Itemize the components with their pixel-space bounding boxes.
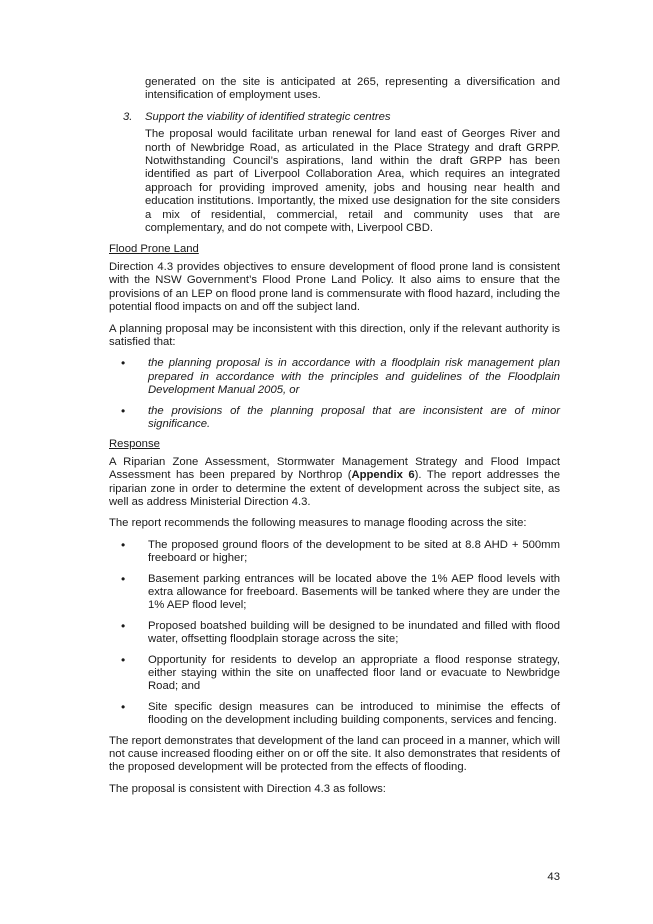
response-paragraph-1: A Riparian Zone Assessment, Stormwater Management Strategy and Flood Impact Assessment has been prepared by Northrop (Appendix 6). The report addresses the riparian zone in order to determine the extent of development across the subject site, as well as address Ministerial Direction 4.3. bbox=[109, 455, 560, 508]
flood-paragraph-2: A planning proposal may be inconsistent with this direction, only if the relevant authority is satisfied that: bbox=[109, 322, 560, 348]
list-item: • Opportunity for residents to develop an appropriate a flood response strategy, either staying within the site on unaffected floor land or evacuate to Newbridge Road; and bbox=[109, 654, 560, 694]
list-item: • the planning proposal is in accordance with a floodplain risk management plan prepared in accordance with the principles and guidelines of the Floodplain Development Manual 2005, or bbox=[109, 357, 560, 397]
strategic-item-3 bbox=[109, 111, 560, 124]
bullet-icon: • bbox=[121, 356, 126, 371]
list-item: • The proposed ground floors of the development to be sited at 8.8 AHD + 500mm freeboard or higher; bbox=[109, 539, 560, 566]
flood-paragraph-1: Direction 4.3 provides objectives to ensure development of flood prone land is consistent with the NSW Government’s Flood Prone Land Policy. It also aims to ensure that the provisions of an LEP on flood prone land is commensurate with flood hazard, including the potential flood impacts on and off the subject land. bbox=[109, 260, 560, 314]
list-item: • Proposed boatshed building will be designed to be inundated and filled with flood water, offsetting floodplain storage across the site; bbox=[109, 620, 560, 647]
appendix-reference: Appendix 6 bbox=[351, 469, 415, 482]
item-3-body: The proposal would facilitate urban renewal for land east of Georges River and north of Newbridge Road, as articulated in the Place Strategy and draft GRPP. Notwithstanding Council’s aspirations, land within the draft GRPP has been identified as part of Liverpool Collaboration Area, which requires an integrated approach for providing improved amenity, jobs and housing near health and education institutions. Importantly, the mixed use designation for the site considers a mix of residential, commercial, retail and community uses that are complementary, and do not compete with, Liverpool CBD. bbox=[145, 128, 560, 235]
flood-prone-land-heading: Flood Prone Land bbox=[109, 243, 199, 256]
item-title: Support the viability of identified strategic centres bbox=[145, 110, 391, 123]
bullet-icon: • bbox=[121, 537, 126, 552]
flood-conditions-list bbox=[109, 357, 560, 431]
bullet-icon: • bbox=[121, 403, 126, 418]
response-paragraph-2: The report recommends the following measures to manage flooding across the site: bbox=[109, 517, 527, 530]
list-item: • Basement parking entrances will be located above the 1% AEP flood levels with extra allowance for freeboard. Basements will be tanked where they are under the 1% AEP flood level; bbox=[109, 573, 560, 613]
intro-continuation: generated on the site is anticipated at 265, representing a diversification and intensification of employment uses. bbox=[145, 76, 560, 102]
bullet-icon: • bbox=[121, 652, 126, 667]
bullet-icon: • bbox=[121, 571, 126, 586]
document-page bbox=[109, 76, 560, 804]
response-paragraph-3: The report demonstrates that development of the land can proceed in a manner, which will not cause increased flooding either on or off the site. It also demonstrates that residents of the proposed development will be protected from the effects of flooding. bbox=[109, 734, 560, 774]
bullet-icon: • bbox=[121, 618, 126, 633]
page-number: 43 bbox=[547, 871, 560, 883]
bullet-icon: • bbox=[121, 699, 126, 714]
response-heading: Response bbox=[109, 438, 160, 451]
item-number: 3. bbox=[123, 110, 133, 123]
response-paragraph-4: The proposal is consistent with Direction 4.3 as follows: bbox=[109, 782, 386, 795]
list-item: • Site specific design measures can be introduced to minimise the effects of flooding on the development including building components, services and fencing. bbox=[109, 701, 560, 728]
flood-measures-list bbox=[109, 539, 560, 728]
list-item: • the provisions of the planning proposal that are inconsistent are of minor significance. bbox=[109, 405, 560, 432]
